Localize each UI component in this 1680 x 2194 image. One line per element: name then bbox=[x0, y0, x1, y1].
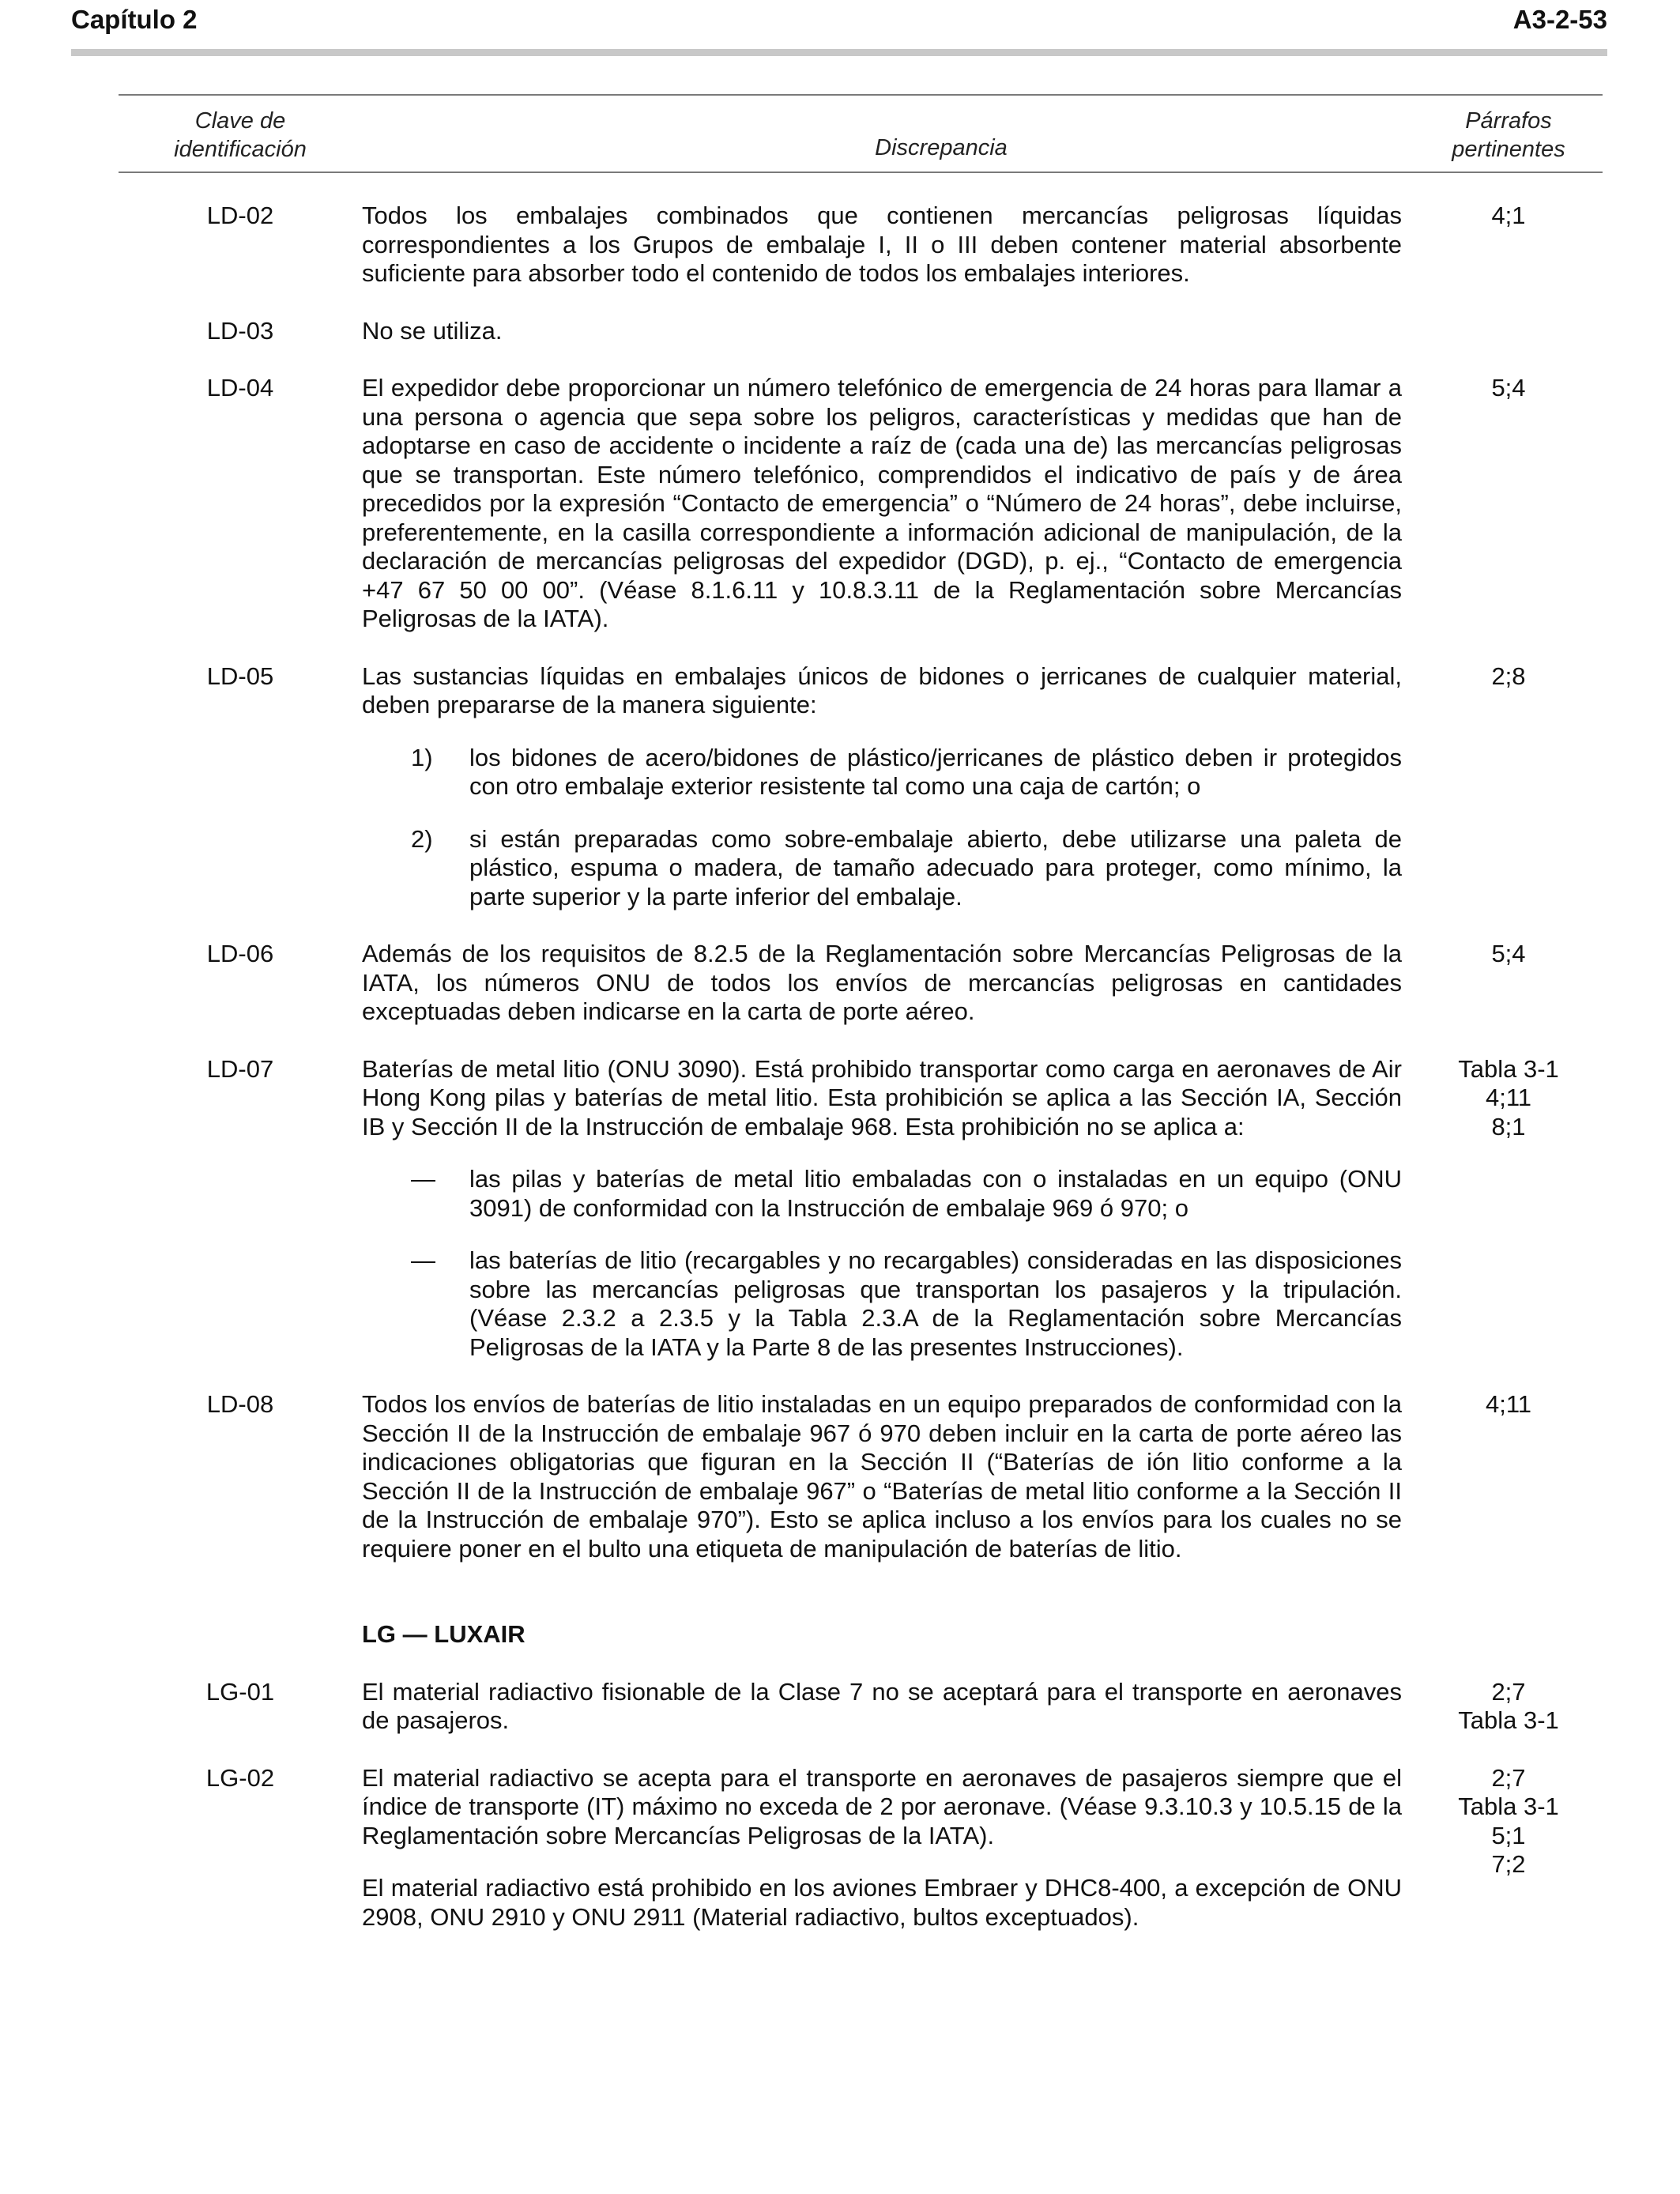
header-discrepancy: Discrepancia bbox=[875, 135, 1008, 160]
subitem-text: si están preparadas como sobre-embalaje abierto, debe utilizarse una paleta de plástico, espuma o madera, de tamaño adecuado para proteger, como mínimo, la parte superior y la parte inferior del embalaje. bbox=[469, 824, 1402, 910]
row-key: LD-07 bbox=[206, 1054, 274, 1083]
row-paragraph: Además de los requisitos de 8.2.5 de la Reglamentación sobre Mercancías Peligrosas de la IATA, los números ONU de todos los envíos de mercancías peligrosas en cantidades exceptuadas deben indicarse en la carta de porte aéreo. bbox=[362, 940, 1402, 1025]
row-discrepancy bbox=[362, 1055, 1402, 1363]
header-key-line2: identificación bbox=[174, 137, 307, 162]
page-number: A3-2-53 bbox=[1512, 5, 1607, 34]
row-discrepancy bbox=[362, 202, 1402, 288]
header-para-line1: Párrafos bbox=[1465, 108, 1552, 134]
table-row bbox=[119, 1055, 1603, 1363]
table-row bbox=[119, 662, 1603, 912]
ref-item: 5;4 bbox=[1491, 940, 1526, 967]
row-paragraph: El expedidor debe proporcionar un número telefónico de emergencia de 24 horas para llamar a una persona o agencia que sepa sobre los peligros, características y medidas que han de adoptarse en caso de accidente o incidente a raíz de (cada una de) las mercancías peligrosas que se transportan. Este número telefónico, comprendidos el indicativo de país y de área precedidos por la expresión “Contacto de emergencia” o “Número de 24 horas”, debe incluirse, preferentemente, en la casilla correspondiente a información adicional de manipulación, de la declaración de mercancías peligrosas del expedidor (DGD), p. ej., “Contacto de emergencia +47 67 50 00 00”. (Véase 8.1.6.11 y 10.8.3.11 de la Reglamentación sobre Mercancías Peligrosas de la IATA). bbox=[362, 374, 1402, 632]
subitem-text: las pilas y baterías de metal litio embaladas con o instaladas en un equipo (ONU 3091) de conformidad con la Instrucción de embalaje 969 ó 970; o bbox=[469, 1165, 1402, 1222]
subitem-marker: 2) bbox=[411, 824, 433, 853]
ref-item: 5;4 bbox=[1491, 374, 1526, 401]
page-header bbox=[71, 0, 1607, 56]
chapter-title: Capítulo 2 bbox=[71, 5, 198, 34]
row-paragraph: Todos los envíos de baterías de litio instaladas en un equipo preparados de conformidad con la Sección II de la Instrucción de embalaje 967 ó 970 deben incluir en la carta de porte aéreo las indicaciones obligatorias que figuran en la Sección II (“Baterías de ión litio conforme a la Sección II de la Instrucción de embalaje 967” o “Baterías de metal litio conforme a la Sección II de la Instrucción de embalaje 970”). Esto se aplica incluso a los envíos para los cuales no se requiere poner en el bulto una etiqueta de manipulación de baterías de litio. bbox=[362, 1390, 1402, 1563]
header-para-line2: pertinentes bbox=[1452, 137, 1565, 162]
subitem-marker: — bbox=[411, 1246, 435, 1274]
ref-item: 7;2 bbox=[1491, 1850, 1526, 1878]
section-title: LG — LUXAIR bbox=[362, 1620, 525, 1648]
row-gap bbox=[119, 634, 1603, 662]
row-gap bbox=[119, 288, 1603, 317]
ref-item: 2;7 bbox=[1491, 1763, 1526, 1792]
row-paragraph: Las sustancias líquidas en embalajes únicos de bidones o jerricanes de cualquier material, deben prepararse de la manera siguiente: bbox=[362, 662, 1402, 718]
ref-item: Tabla 3-1 bbox=[1458, 1054, 1559, 1083]
row-gap bbox=[119, 1027, 1603, 1055]
row-paragraph-refs bbox=[1414, 940, 1603, 1027]
ref-item: Tabla 3-1 bbox=[1458, 1706, 1559, 1734]
row-paragraph-refs bbox=[1414, 1764, 1603, 1932]
ref-item: 4;11 bbox=[1485, 1084, 1532, 1111]
table-body bbox=[119, 173, 1603, 1932]
row-paragraph: El material radiactivo fisionable de la Clase 7 no se aceptará para el transporte en aeronaves de pasajeros. bbox=[362, 1677, 1402, 1734]
ref-item: 2;7 bbox=[1491, 1677, 1526, 1706]
row-discrepancy bbox=[362, 317, 1402, 346]
row-key: LD-02 bbox=[206, 202, 274, 229]
ref-item: 5;1 bbox=[1491, 1821, 1526, 1849]
row-key: LG-01 bbox=[205, 1677, 275, 1706]
row-key: LD-08 bbox=[206, 1390, 274, 1418]
ref-item: 8;1 bbox=[1491, 1112, 1526, 1140]
row-key: LD-04 bbox=[206, 374, 274, 401]
row-paragraph-refs bbox=[1414, 374, 1603, 634]
row-key: LD-05 bbox=[206, 662, 274, 690]
table-row bbox=[119, 202, 1603, 288]
subitem-text: las baterías de litio (recargables y no recargables) consideradas en las disposiciones sobre las mercancías peligrosas que transportan los pasajeros y la tripulación. (Véase 2.3.2 a 2.3.5 y la Tabla 2.3.A de la Reglamentación sobre Mercancías Peligrosas de la IATA y la Parte 8 de las presentes Instrucciones). bbox=[469, 1246, 1402, 1361]
table-row bbox=[119, 940, 1603, 1027]
row-key: LD-06 bbox=[206, 940, 274, 967]
row-subitem bbox=[362, 1165, 1402, 1223]
table-header bbox=[119, 94, 1603, 173]
row-paragraph: El material radiactivo se acepta para el transporte en aeronaves de pasajeros siempre que el índice de transporte (IT) máximo no exceda de 2 por aeronave. (Véase 9.3.10.3 y 10.5.15 de la Reglamentación sobre Mercancías Peligrosas de la IATA). bbox=[362, 1763, 1402, 1849]
row-discrepancy bbox=[362, 1678, 1402, 1736]
row-subitem bbox=[362, 744, 1402, 801]
table-row bbox=[119, 1764, 1603, 1932]
table-row bbox=[119, 374, 1603, 634]
header-key-line1: Clave de bbox=[194, 108, 286, 134]
table-row bbox=[119, 1678, 1603, 1736]
row-paragraph-refs bbox=[1414, 1678, 1603, 1736]
row-discrepancy bbox=[362, 374, 1402, 634]
ref-item: 2;8 bbox=[1491, 662, 1526, 690]
row-paragraph-refs bbox=[1414, 202, 1603, 288]
row-paragraph: Todos los embalajes combinados que contienen mercancías peligrosas líquidas correspondientes a los Grupos de embalaje I, II o III deben contener material absorbente suficiente para absorber todo el contenido de todos los embalajes interiores. bbox=[362, 202, 1402, 287]
section-gap bbox=[119, 1563, 1603, 1620]
row-paragraph: No se utiliza. bbox=[362, 316, 503, 345]
row-gap bbox=[119, 1649, 1603, 1678]
subitem-marker: — bbox=[411, 1165, 435, 1193]
discrepancy-table bbox=[119, 94, 1603, 1932]
row-discrepancy bbox=[362, 1390, 1402, 1563]
subitem-text: los bidones de acero/bidones de plástico/jerricanes de plástico deben ir protegidos con otro embalaje exterior resistente tal como una caja de cartón; o bbox=[469, 743, 1402, 800]
row-paragraph-refs bbox=[1414, 1055, 1603, 1363]
ref-item: Tabla 3-1 bbox=[1458, 1793, 1559, 1820]
header-key bbox=[119, 107, 362, 164]
section-key-spacer bbox=[119, 1620, 362, 1649]
section-row bbox=[119, 1620, 1603, 1649]
row-paragraph-refs bbox=[1414, 1390, 1603, 1563]
row-discrepancy bbox=[362, 1764, 1402, 1932]
row-subitem bbox=[362, 825, 1402, 912]
row-subitem bbox=[362, 1246, 1402, 1362]
row-gap bbox=[119, 1362, 1603, 1390]
row-discrepancy bbox=[362, 662, 1402, 912]
header-paragraphs bbox=[1414, 107, 1603, 164]
table-row bbox=[119, 1390, 1603, 1563]
row-key: LG-02 bbox=[205, 1763, 275, 1792]
row-gap bbox=[119, 345, 1603, 374]
ref-item: 4;11 bbox=[1485, 1390, 1532, 1418]
row-gap bbox=[119, 911, 1603, 940]
row-key: LD-03 bbox=[206, 316, 274, 345]
table-row bbox=[119, 317, 1603, 346]
row-paragraph: Baterías de metal litio (ONU 3090). Está prohibido transportar como carga en aeronaves de Air Hong Kong pilas y baterías de metal litio. Esta prohibición se aplica a las Sección IA, Sección IB y Sección II de la Instrucción de embalaje 968. Esta prohibición no se aplica a: bbox=[362, 1054, 1402, 1140]
ref-item: 4;1 bbox=[1491, 202, 1526, 229]
subitem-marker: 1) bbox=[411, 743, 433, 771]
row-gap bbox=[119, 1736, 1603, 1764]
row-discrepancy bbox=[362, 940, 1402, 1027]
row-paragraph-refs bbox=[1414, 317, 1603, 346]
row-paragraph-refs bbox=[1414, 662, 1603, 912]
row-paragraph: El material radiactivo está prohibido en los aviones Embraer y DHC8-400, a excepción de ONU 2908, ONU 2910 y ONU 2911 (Material radiactivo, bultos exceptuados). bbox=[362, 1874, 1402, 1931]
